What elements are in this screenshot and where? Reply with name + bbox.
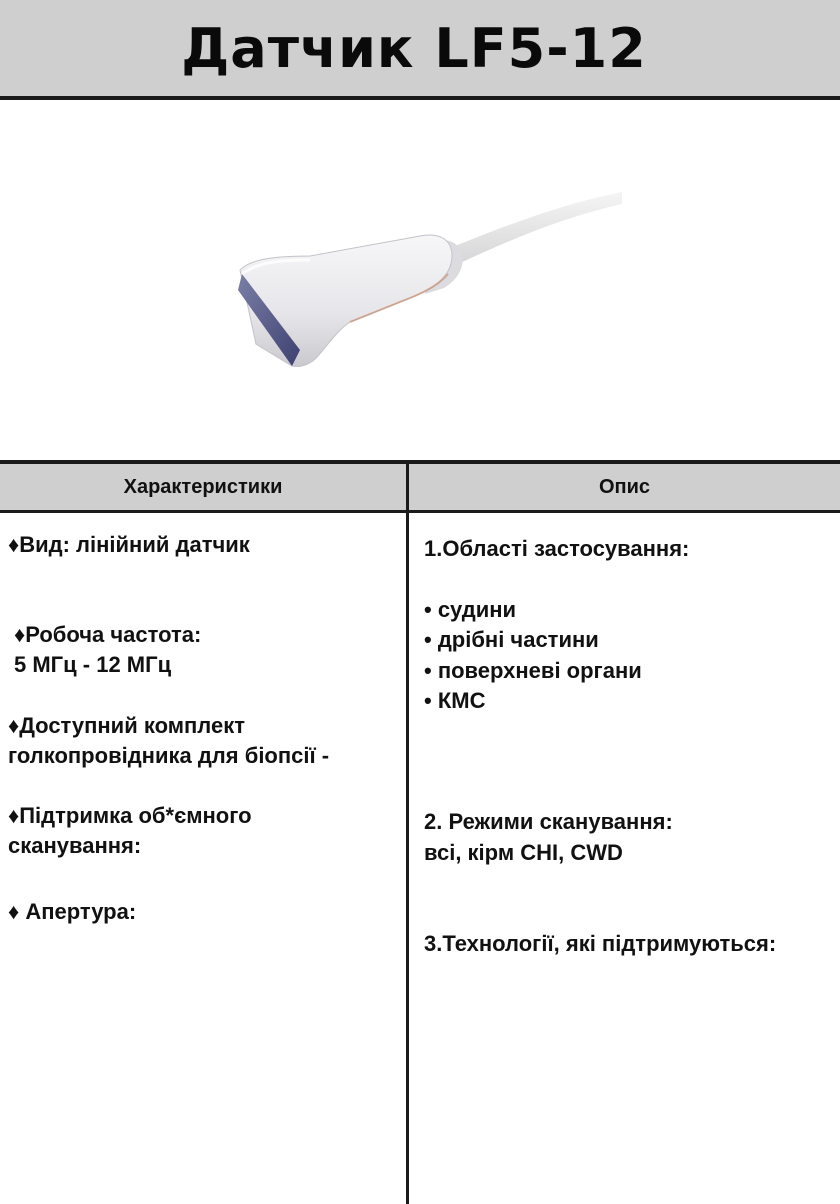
header-description: Опис bbox=[598, 475, 651, 498]
volume-line-2: сканування: bbox=[8, 833, 142, 858]
modes-title: 2. Режими сканування: bbox=[424, 809, 673, 834]
probe-image bbox=[200, 170, 640, 410]
application-item: • дрібні частини bbox=[424, 627, 599, 652]
title-bar bbox=[0, 0, 840, 100]
frequency-value: 5 МГц - 12 МГц bbox=[14, 652, 172, 677]
header-characteristics: Характеристики bbox=[123, 475, 283, 498]
application-item: • поверхневі органи bbox=[424, 658, 642, 683]
volume-line-1: ♦Підтримка об*ємного bbox=[8, 803, 252, 828]
application-item: • КМС bbox=[424, 688, 486, 713]
column-divider bbox=[406, 464, 409, 1204]
applications-title: 1.Області застосування: bbox=[424, 536, 690, 561]
modes-value: всі, кірм CHI, CWD bbox=[424, 840, 623, 865]
table-header bbox=[0, 464, 840, 513]
aperture: ♦ Апертура: bbox=[8, 899, 137, 924]
technologies-title: 3.Технології, які підтримуються: bbox=[424, 931, 777, 956]
page-title: Датчик LF5-12 bbox=[181, 16, 647, 80]
probe-type: ♦Вид: лінійний датчик bbox=[8, 532, 250, 557]
application-item: • судини bbox=[424, 597, 517, 622]
biopsy-line-1: ♦Доступний комплект bbox=[8, 713, 245, 738]
spec-table bbox=[0, 460, 840, 1204]
frequency-label: ♦Робоча частота: bbox=[14, 622, 202, 647]
biopsy-line-2: голкопровідника для біопсії - bbox=[8, 743, 330, 768]
